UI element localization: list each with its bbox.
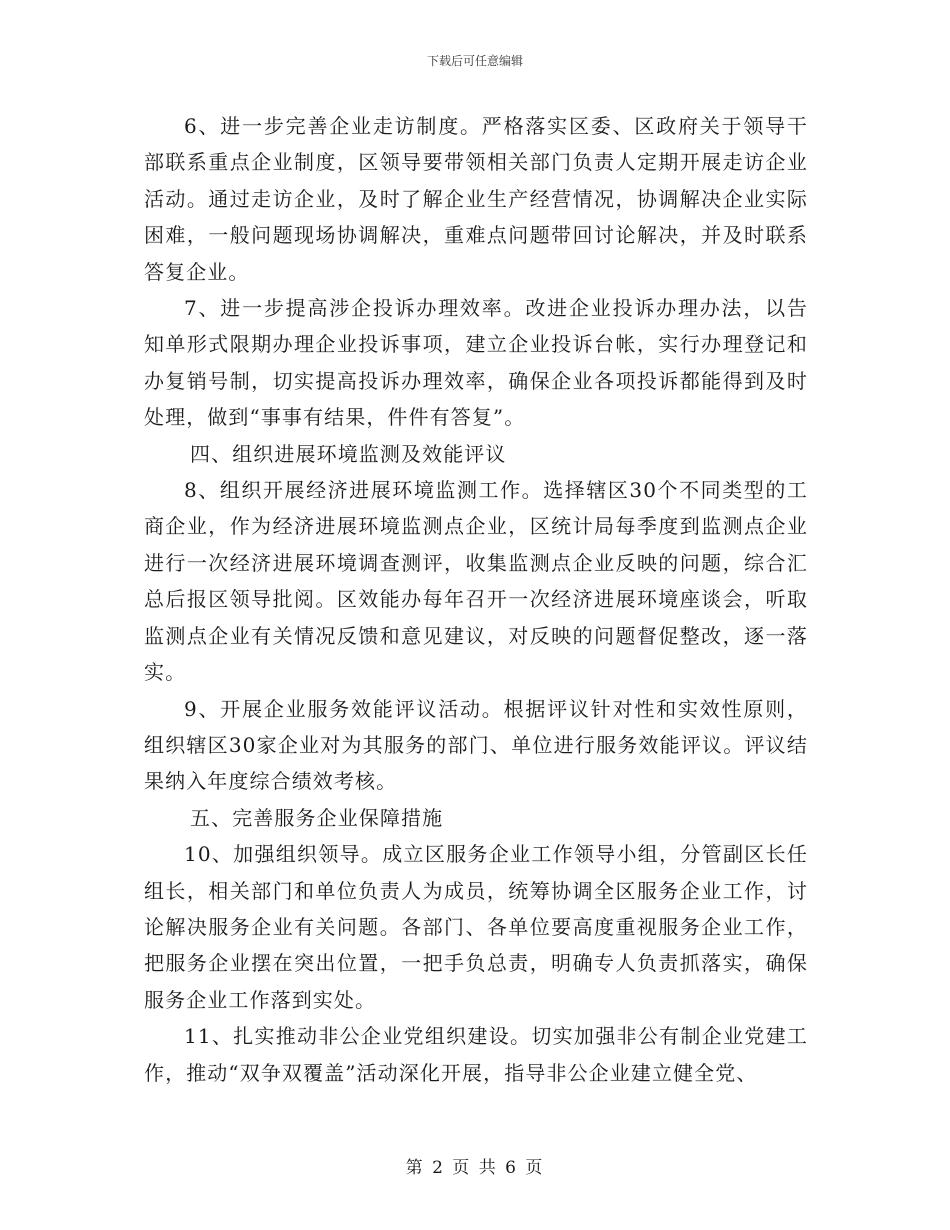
section-heading-5: 五、完善服务企业保障措施 [190,805,444,830]
paragraph-10: 10、加强组织领导。成立区服务企业工作领导小组，分管副区长任组长，相关部门和单位负责人为成员，统筹协调全区服务企业工作，讨论解决服务企业有关问题。各部门、各单位要高度重视服务企业工作，把服务企业摆在突出位置，一把手负总责，明确专人负责抓落实，确保服务企业工作落到实处。 [144,842,808,1012]
page-number-footer: 第 2 页 共 6 页 [405,1158,545,1178]
paragraph-11: 11、扎实推动非公企业党组织建设。切实加强非公有制企业党建工作，推动“双争双覆盖”活动深化开展，指导非公企业建立健全党、 [144,1024,808,1085]
paragraph-7: 7、进一步提高涉企投诉办理效率。改进企业投诉办理办法，以告知单形式限期办理企业投诉事项，建立企业投诉台帐，实行办理登记和办复销号制，切实提高投诉办理效率，确保企业各项投诉都能得到及时处理，做到“事事有结果，件件有答复”。 [144,296,808,430]
page-header: 下载后可任意编辑 [426,54,523,68]
document-body [144,108,808,1091]
section-heading-4: 四、组织进展环境监测及效能评议 [190,441,507,466]
paragraph-8: 8、组织开展经济进展环境监测工作。选择辖区30个不同类型的工商企业，作为经济进展环境监测点企业，区统计局每季度到监测点企业进行一次经济进展环境调查测评，收集监测点企业反映的问题，综合汇总后报区领导批阅。区效能办每年召开一次经济进展环境座谈会，听取监测点企业有关情况反馈和意见建议，对反映的问题督促整改，逐一落实。 [144,478,808,685]
paragraph-6: 6、进一步完善企业走访制度。严格落实区委、区政府关于领导干部联系重点企业制度，区领导要带领相关部门负责人定期开展走访企业活动。通过走访企业，及时了解企业生产经营情况，协调解决企业实际困难，一般问题现场协调解决，重难点问题带回讨论解决，并及时联系答复企业。 [144,114,808,284]
paragraph-9: 9、开展企业服务效能评议活动。根据评议针对性和实效性原则，组织辖区30家企业对为其服务的部门、单位进行服务效能评议。评议结果纳入年度综合绩效考核。 [144,696,808,794]
